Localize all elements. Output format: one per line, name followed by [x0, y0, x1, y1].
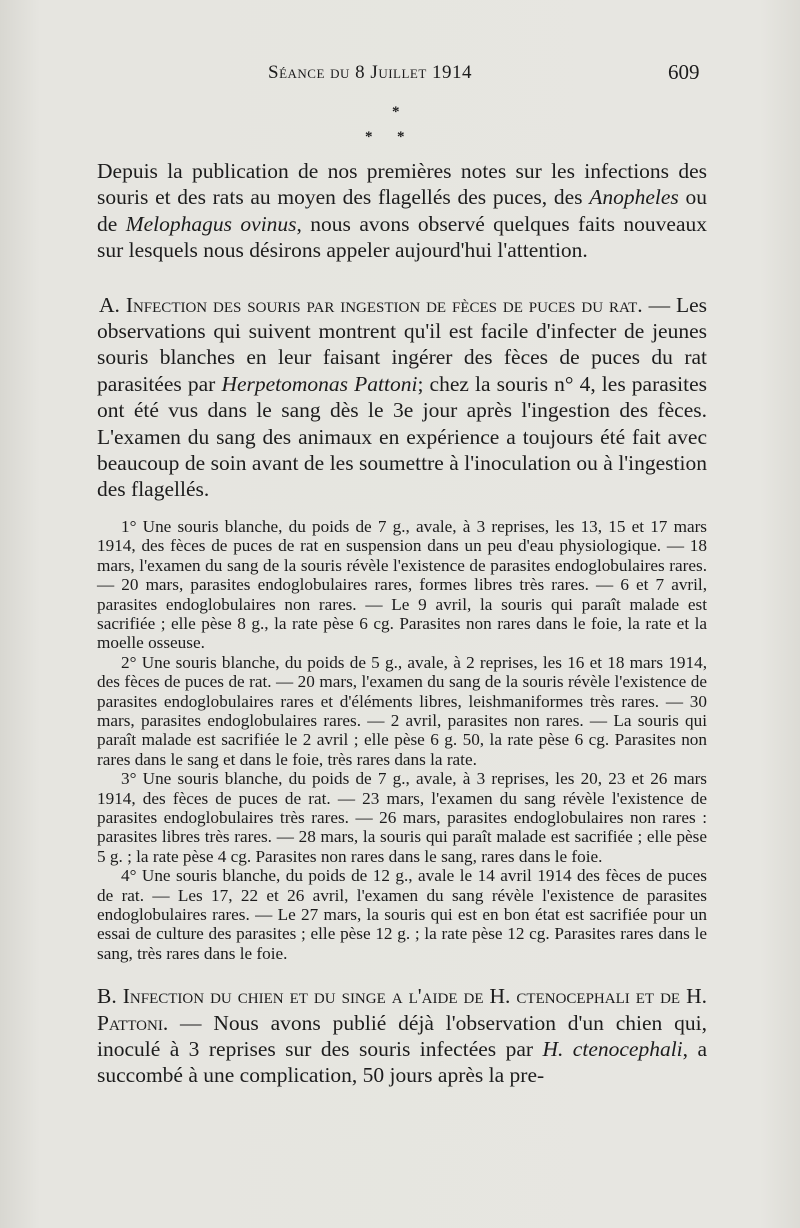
- running-head: Séance du 8 Juillet 1914: [268, 62, 473, 83]
- taxon-name: Herpetomonas Pattoni: [221, 371, 418, 396]
- page-body: [97, 158, 707, 1089]
- intro-text: Depuis la publication de nos premières notes sur les infections des souris et des rats au moyen des flagellés des puces, des: [97, 159, 707, 210]
- taxon-name: H. ctenocephali: [542, 1037, 683, 1062]
- section-text: ; chez la souris n° 4, les parasites ont été vus dans le sang dès le 3e jour après l'ingestion des fèces. L'examen du sang des animaux en expérience a toujours été fait avec beaucoup de soin avant de les soumettre à l'inoculation ou à l'ingestion des flagellés.: [97, 371, 708, 502]
- observations-list: [97, 517, 707, 963]
- section-text: — Les observations qui suivent montrent qu'il est facile d'infecter de jeunes souris blanches en leur faisant ingérer des fèces de puces du rat parasitées par: [97, 292, 708, 396]
- observation-item: 2° Une souris blanche, du poids de 5 g., avale, à 2 reprises, les 16 et 18 mars 1914, des fèces de puces de rat. — 20 mars, l'examen du sang de la souris révèle l'existence de parasites endoglobulaires rares et d'éléments libres, leishmaniformes très rares. — 30 mars, parasites endoglobulaires rares. — 2 avril, parasites non rares. — La souris qui paraît malade est sacrifiée le 2 avril ; elle pèse 6 g. 50, la rate pèse 6 cg. Parasites non rares dans le sang et dans le foie, très rares dans la rate.: [97, 652, 707, 769]
- section-letter: A.: [99, 292, 126, 317]
- page-number: 609: [668, 60, 700, 84]
- observation-item: 3° Une souris blanche, du poids de 7 g., avale, à 3 reprises, les 20, 23 et 26 mars 1914, des fèces de puces de rat. — 23 mars, l'examen du sang révèle l'existence de parasites endoglobulaires très rares. — 26 mars, parasites endoglobulaires non rares : parasites libres très rares. — 28 mars, la souris qui paraît malade est sacrifiée ; elle pèse 5 g. ; la rate pèse 4 cg. Parasites non rares dans le sang, rares dans le foie.: [97, 769, 707, 866]
- asterism-star: *: [397, 129, 405, 145]
- observation-item: 4° Une souris blanche, du poids de 12 g., avale le 14 avril 1914 des fèces de puces de rat. — Les 17, 22 et 26 avril, l'examen du sang révèle l'existence de parasites endoglobulaires rares. — Le 27 mars, la souris qui est en bon état est sacrifiée pour un essai de culture des parasites ; elle pèse 12 g. ; la rate pèse 12 cg. Parasites rares dans le sang, très rares dans le foie.: [97, 866, 707, 963]
- taxon-name: Melophagus ovinus: [125, 211, 297, 236]
- asterism-separator: [0, 104, 800, 148]
- asterism-star: *: [392, 104, 400, 120]
- taxon-name: Anopheles: [589, 185, 679, 210]
- section-letter: B.: [97, 984, 123, 1009]
- section-heading: Infection du chien et du singe a l'aide de H. ctenocephali et de H. Pattoni.: [97, 984, 707, 1035]
- section-b-paragraph: [97, 983, 707, 1089]
- page-header: [0, 60, 800, 90]
- section-text: — Nous avons publié déjà l'observation d'un chien qui, inoculé à 3 reprises sur des souris infectées par: [97, 1010, 707, 1062]
- intro-paragraph: [97, 158, 707, 264]
- asterism-star: *: [365, 129, 373, 145]
- intro-text: ou de: [97, 185, 707, 236]
- intro-text: , nous avons observé quelques faits nouveaux sur lesquels nous désirons appeler aujourd'hui l'attention.: [97, 211, 707, 263]
- section-heading: Infection des souris par ingestion de fèces de puces du rat.: [125, 292, 643, 317]
- observation-item: 1° Une souris blanche, du poids de 7 g., avale, à 3 reprises, les 13, 15 et 17 mars 1914, des fèces de puces de rat en suspension dans un peu d'eau physiologique. — 18 mars, l'examen du sang de la souris révèle l'existence de parasites endoglobulaires rares. — 20 mars, parasites endoglobulaires rares, formes libres très rares. — 6 et 7 avril, parasites endoglobulaires non rares. — Le 9 avril, la souris qui paraît malade est sacrifiée ; elle pèse 8 g., la rate pèse 6 cg. Parasites non rares dans le foie, la rate et la moelle osseuse.: [97, 516, 707, 653]
- section-a-paragraph: [97, 292, 707, 503]
- section-text: , a succombé à une complication, 50 jours après la pre-: [97, 1037, 708, 1088]
